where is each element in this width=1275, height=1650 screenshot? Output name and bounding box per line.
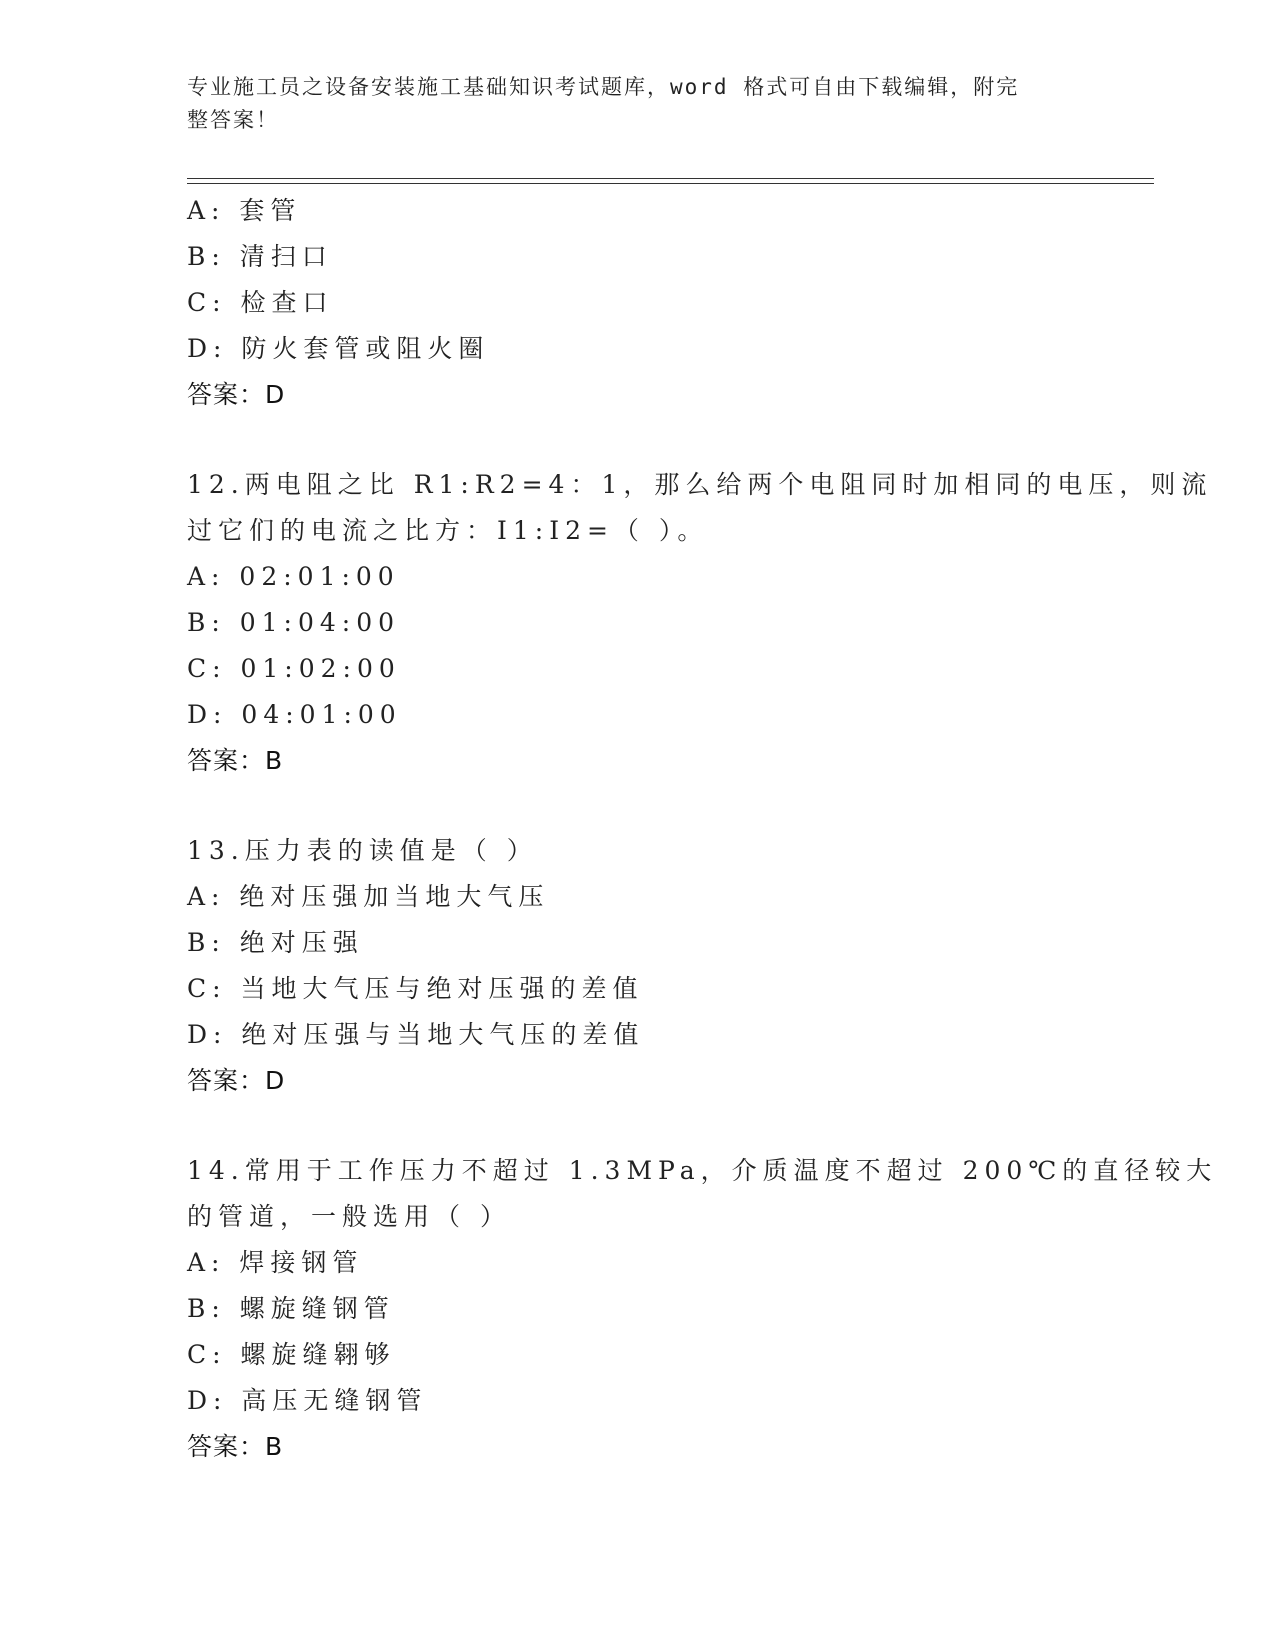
option-a: A: 套管 (187, 196, 302, 225)
header-line-2: 整答案！ (187, 108, 279, 132)
option-c: C: 检查口 (187, 288, 334, 317)
option-c: C: 01:02:00 (187, 654, 401, 683)
option-d: D: 高压无缝钢管 (187, 1386, 428, 1415)
option-a: A: 焊接钢管 (187, 1248, 364, 1277)
question-stem: 12.两电阻之比 R1:R2=4：1，那么给两个电阻同时加相同的电压，则流 (187, 470, 1213, 499)
question-list (187, 188, 1218, 1470)
question-stem-cont: 过它们的电流之比方：I1:I2=（ ）。 (187, 516, 709, 545)
header-line-1: 专业施工员之设备安装施工基础知识考试题库，word 格式可自由下载编辑，附完 (187, 75, 1020, 99)
option-d: D: 04:01:00 (187, 700, 402, 729)
option-b: B: 清扫口 (187, 242, 333, 271)
option-b: B: 螺旋缝钢管 (187, 1294, 395, 1323)
option-a: A: 02:01:00 (187, 562, 400, 591)
question-stem: 13.压力表的读值是（ ） (187, 836, 538, 865)
document-header (187, 71, 1067, 137)
question-block-13 (187, 828, 1087, 1104)
option-a: A: 绝对压强加当地大气压 (187, 882, 550, 911)
option-d: D: 防火套管或阻火圈 (187, 334, 490, 363)
question-stem-cont: 的管道，一般选用（ ） (187, 1202, 511, 1231)
answer-line: 答案：D (187, 380, 286, 409)
answer-line: 答案：B (187, 746, 284, 775)
question-block-11 (187, 188, 1087, 418)
option-c: C: 当地大气压与绝对压强的差值 (187, 974, 644, 1003)
answer-line: 答案：B (187, 1432, 284, 1461)
option-d: D: 绝对压强与当地大气压的差值 (187, 1020, 645, 1049)
option-c: C: 螺旋缝翱够 (187, 1340, 396, 1369)
question-block-12 (187, 462, 1213, 784)
question-block-14 (187, 1148, 1218, 1470)
header-rule-bottom (187, 183, 1154, 184)
header-rule-top (187, 178, 1154, 179)
answer-line: 答案：D (187, 1066, 286, 1095)
question-stem: 14.常用于工作压力不超过 1.3MPa，介质温度不超过 200℃的直径较大 (187, 1156, 1218, 1185)
option-b: B: 绝对压强 (187, 928, 364, 957)
option-b: B: 01:04:00 (187, 608, 401, 637)
